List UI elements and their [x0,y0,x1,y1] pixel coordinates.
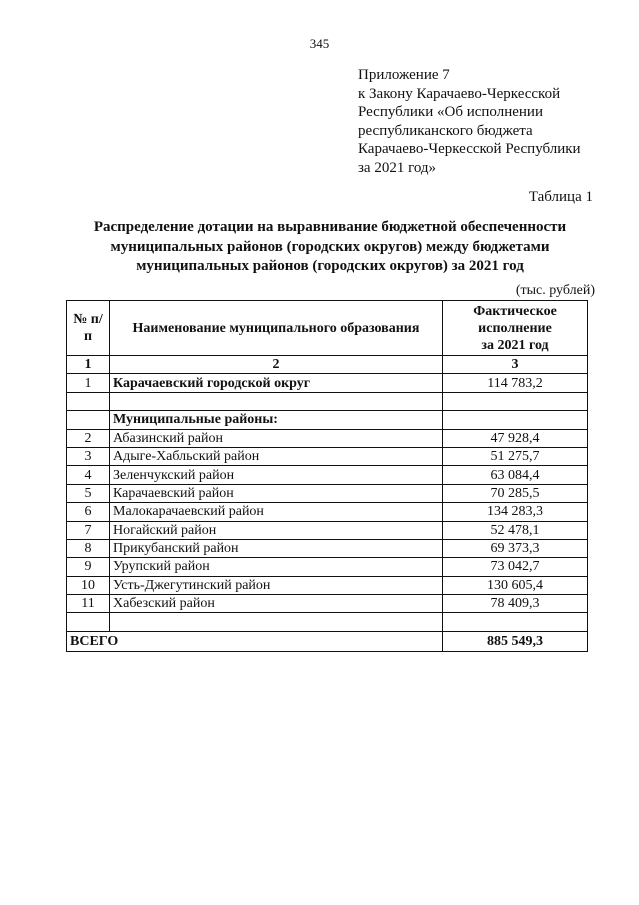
table-row [67,374,588,392]
row-name: Хабезский район [110,595,443,613]
row-num: 6 [67,503,110,521]
row-num: 4 [67,466,110,484]
row-num: 9 [67,558,110,576]
total-value: 885 549,3 [443,631,588,651]
row-value: 134 283,3 [443,503,588,521]
row-name: Урупский район [110,558,443,576]
column-number: 2 [110,356,443,374]
row-name: Прикубанский район [110,539,443,557]
row-name: Адыге-Хабльский район [110,447,443,465]
row-num: 10 [67,576,110,594]
section-row [67,411,588,429]
appendix-line: Приложение 7 [358,67,450,83]
units-label: (тыс. рублей) [515,283,595,298]
row-num: 2 [67,429,110,447]
row-value: 78 409,3 [443,595,588,613]
appendix-line: за 2021 год» [358,159,437,176]
table-row [67,484,588,502]
subsidy-table [66,300,588,652]
table-header-row [67,301,588,356]
row-value: 130 605,4 [443,576,588,594]
page-number: 345 [309,36,330,51]
row-value: 47 928,4 [443,429,588,447]
table-row [67,429,588,447]
header-value-line: исполнение [478,320,552,336]
empty-row [67,392,588,410]
row-num: 7 [67,521,110,539]
title-line: муниципальных районов (городских округов) между бюджетами [110,238,550,255]
table-row [67,576,588,594]
row-value: 114 783,2 [443,374,588,392]
row-value: 51 275,7 [443,447,588,465]
header-num: № п/п [67,301,110,356]
total-label: ВСЕГО [67,631,443,651]
appendix-line: Карачаево-Черкесской Республики [358,141,581,158]
row-name: Малокарачаевский район [110,503,443,521]
title-line: Распределение дотации на выравнивание бюджетной обеспеченности [93,219,567,235]
row-value: 63 084,4 [443,466,588,484]
column-number: 1 [67,356,110,374]
row-num: 8 [67,539,110,557]
table-row [67,503,588,521]
table-row [67,521,588,539]
row-num: 11 [67,595,110,613]
row-num: 3 [67,447,110,465]
header-name: Наименование муниципального образования [110,301,443,356]
row-name: Усть-Джегутинский район [110,576,443,594]
appendix-line: республиканского бюджета [358,122,533,139]
row-value: 69 373,3 [443,539,588,557]
header-value [443,301,588,356]
row-value: 52 478,1 [443,521,588,539]
row-value: 70 285,5 [443,484,588,502]
header-value-line: за 2021 год [481,337,549,353]
document-title [60,218,600,277]
table-row [67,595,588,613]
column-number-row [67,356,588,374]
row-name: Карачаевский район [110,484,443,502]
header-value-line: Фактическое [473,303,557,319]
section-label: Муниципальные районы: [110,411,443,429]
table-row [67,558,588,576]
appendix-line: к Закону Карачаево-Черкесской [358,85,561,102]
column-number: 3 [443,356,588,374]
table-label: Таблица 1 [528,189,593,205]
table-row [67,539,588,557]
row-value: 73 042,7 [443,558,588,576]
row-name: Абазинский район [110,429,443,447]
row-name: Карачаевский городской округ [110,374,443,392]
row-name: Зеленчукский район [110,466,443,484]
table-row [67,447,588,465]
row-num: 5 [67,484,110,502]
row-num: 1 [67,374,110,392]
table-row [67,466,588,484]
title-line: муниципальных районов (городских округов) за 2021 год [136,258,524,274]
row-name: Ногайский район [110,521,443,539]
appendix-line: Республики «Об исполнении [358,104,543,121]
appendix-note [358,66,628,178]
empty-row [67,613,588,631]
total-row [67,631,588,651]
